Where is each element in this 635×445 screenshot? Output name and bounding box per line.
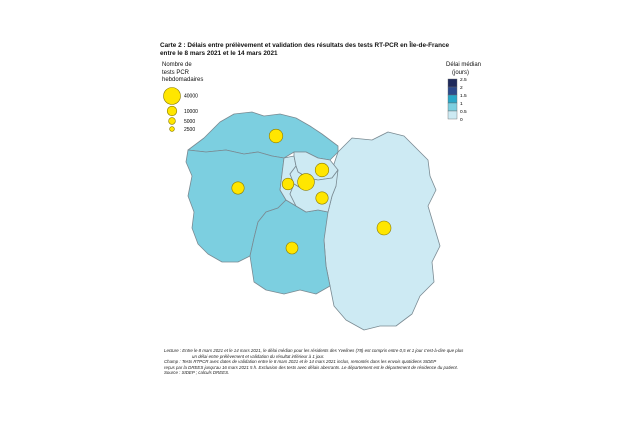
map-title-line2: entre le 8 mars 2021 et le 14 mars 2021 [160,50,278,57]
size-legend-label-5000: 5000 [184,118,196,125]
map-notes [164,348,504,376]
bubble-92 [282,178,294,190]
bubble-94 [316,192,328,204]
color-tick-1.5: 1.5 [460,94,467,99]
note-lecture-cont: un délai entre prélèvement et validation du résultat inférieur à 1 jour. [192,353,325,359]
color-tick-1: 1 [460,102,463,107]
color-legend-title-line1: Délai médian [446,62,482,68]
color-tick-2.5: 2.5 [460,78,467,83]
bubble-91 [286,242,298,254]
size-legend-label-40000: 40000 [184,93,198,99]
color-legend-title-line2: (jours) [452,69,470,76]
bubble-78 [232,182,244,194]
size-legend-title-line2: tests PCR hebdomadaires [162,69,204,83]
size-legend-title-line1: Nombre de [162,62,192,68]
size-legend-label-10000: 10000 [184,108,198,115]
note-champ-cont: reçus par la DREES jusqu'au 16 mars 2021 5 h. Exclusion des tests avec délais aberrants. Le département est le département de résidence du patient. [164,364,458,370]
note-source: Source : SIDEP ; calculs DREES. [164,370,230,376]
map-title-line1: Carte 2 : Délais entre prélèvement et validation des résultats des tests RT-PCR en Île-de-France [160,42,450,49]
bubble-95 [269,129,283,143]
color-tick-0.5: 0.5 [460,110,467,115]
note-lecture: Lecture : Entre le 8 mars 2021 et le 14 mars 2021, le délai médian pour les résidents des Yvelines (78) est compris entre 0,5 et 1 jour c'est-à-dire que plus [164,348,464,353]
color-tick-0: 0 [460,118,463,123]
bubble-77 [377,221,391,235]
size-legend-label-2500: 2500 [184,126,196,133]
bubble-93 [315,163,329,177]
bubble-75 [298,174,315,191]
note-champ: Champ : Tests RTPCR avec dates de validation entre le 8 mars 2021 et le 14 mars 2021 inclus, remontés dans les envois quotidiens SIDEP [164,359,437,365]
color-tick-2: 2 [460,86,463,91]
